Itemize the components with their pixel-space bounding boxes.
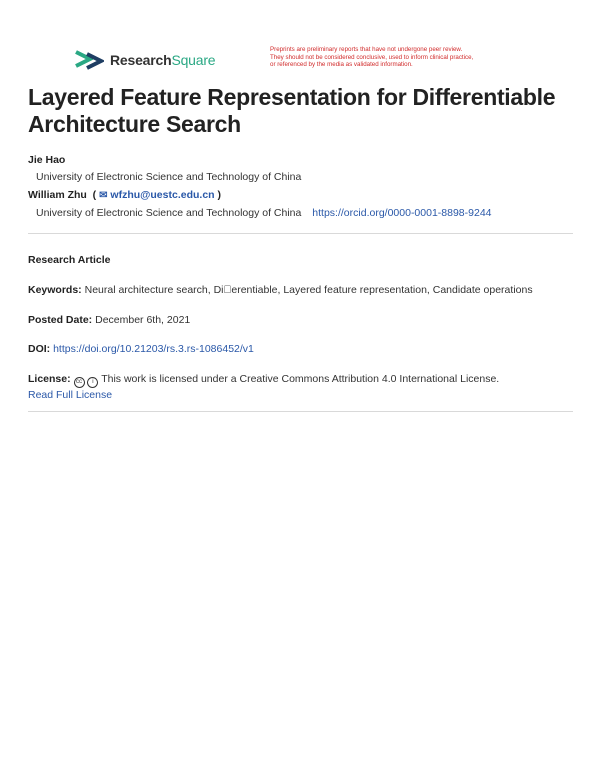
doi-label: DOI:	[28, 343, 51, 355]
doi-row	[28, 343, 254, 355]
divider	[28, 233, 573, 234]
doi-link[interactable]: https://doi.org/10.21203/rs.3.rs-1086452/v1	[53, 343, 254, 355]
research-square-logo-icon	[74, 48, 104, 72]
preprint-disclaimer	[270, 46, 540, 69]
posted-date-row	[28, 314, 190, 326]
posted-date-value: December 6th, 2021	[95, 314, 191, 326]
author-name-corresponding: William Zhu ( ✉ wfzhu@uestc.edu.cn )	[28, 189, 221, 201]
article-type-label: Research Article	[28, 254, 111, 266]
cc-icon: cc	[74, 377, 85, 388]
keywords-value: Neural architecture search, Di erentiable, Layered feature representation, Candidate operations	[84, 284, 533, 296]
license-link-row	[28, 389, 112, 401]
license-row	[28, 373, 499, 388]
article-type	[28, 254, 111, 266]
read-full-license-link[interactable]: Read Full License	[28, 389, 113, 401]
research-square-logo[interactable]	[74, 48, 215, 72]
orcid-link[interactable]: https://orcid.org/0000-0001-8898-9244	[312, 207, 492, 219]
license-label: License:	[28, 373, 71, 385]
keywords-row	[28, 284, 533, 296]
envelope-icon: ✉	[99, 190, 108, 201]
keywords-label: Keywords:	[28, 284, 82, 296]
disclaimer-line: They should not be considered conclusive, used to inform clinical practice,	[270, 53, 474, 61]
logo-text	[110, 52, 215, 68]
author-name: Jie Hao	[28, 154, 66, 166]
divider	[28, 411, 573, 412]
posted-date-label: Posted Date:	[28, 314, 93, 326]
author-affiliation: University of Electronic Science and Technology of China	[36, 171, 302, 183]
author-affiliation-row	[36, 207, 492, 219]
author-affiliation: University of Electronic Science and Technology of China	[36, 207, 302, 219]
author-email-link[interactable]: wfzhu@uestc.edu.cn	[110, 189, 215, 201]
paper-title: Layered Feature Representation for Differentiable Architecture Search	[28, 84, 556, 137]
disclaimer-line: Preprints are preliminary reports that have not undergone peer review.	[270, 46, 463, 53]
license-text: This work is licensed under a Creative Commons Attribution 4.0 International License.	[101, 373, 500, 385]
logo-word-research: Research	[110, 52, 172, 68]
logo-word-square: Square	[171, 52, 216, 68]
disclaimer-line: or referenced by the media as validated information.	[270, 61, 413, 69]
by-icon: i	[87, 377, 98, 388]
author-name: William Zhu	[28, 189, 87, 201]
